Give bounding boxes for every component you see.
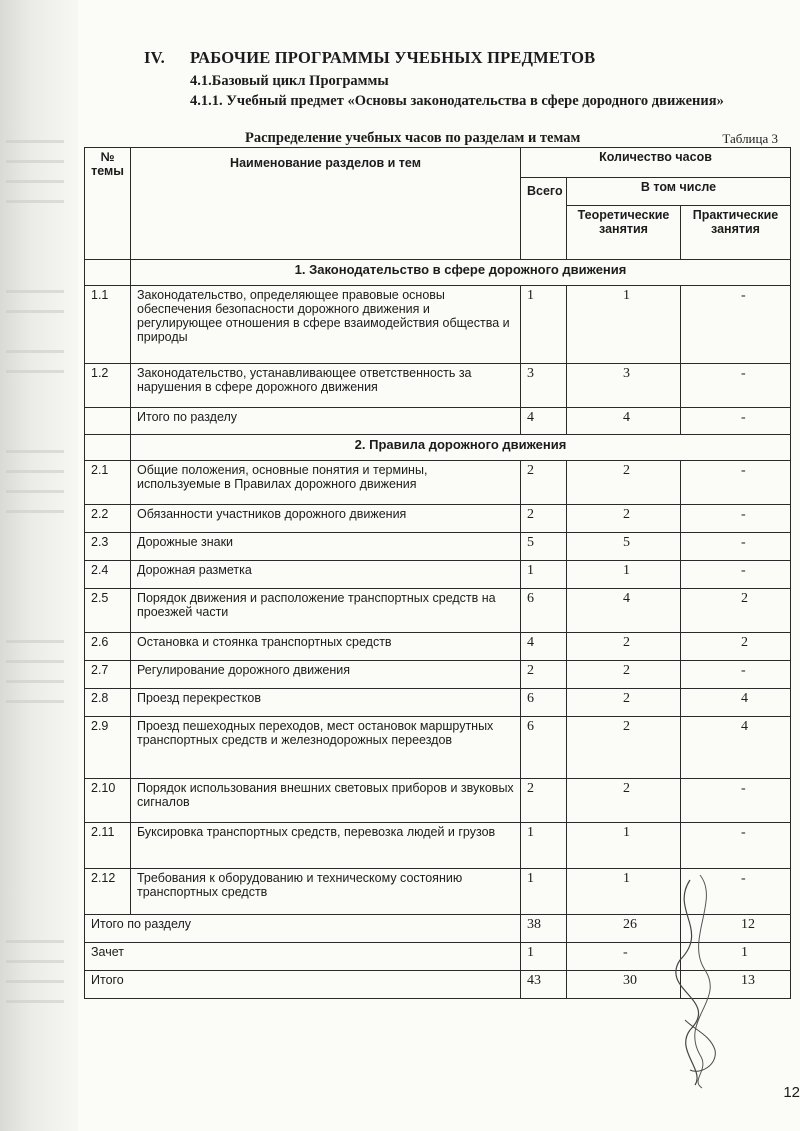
section-title: 2. Правила дорожного движения — [131, 435, 791, 461]
topic-practice: 2 — [681, 633, 791, 661]
topic-total: 3 — [521, 364, 567, 408]
topic-number: 2.4 — [85, 561, 131, 589]
exam-total: 1 — [521, 943, 567, 971]
exam-theory: - — [567, 943, 681, 971]
total-total: 43 — [521, 971, 567, 999]
page-number: 12 — [783, 1084, 800, 1101]
col-header-hours: Количество часов — [521, 148, 791, 178]
topic-theory: 1 — [567, 869, 681, 915]
topic-number: 2.6 — [85, 633, 131, 661]
adjacent-page-shadow — [0, 0, 78, 1131]
topic-name: Законодательство, устанавливающее ответственность за нарушения в сфере дорожного движения — [131, 364, 521, 408]
table-number: Таблица 3 — [722, 131, 778, 146]
subject-heading: 4.1.1. Учебный предмет «Основы законодательства в сфере дородного движения» — [190, 93, 724, 109]
topic-theory: 2 — [567, 717, 681, 779]
topic-total: 1 — [521, 286, 567, 364]
topic-name: Дорожные знаки — [131, 533, 521, 561]
col-header-practice: Практические занятия — [681, 206, 791, 260]
topic-number: 2.2 — [85, 505, 131, 533]
topic-number: 2.11 — [85, 823, 131, 869]
topic-theory: 2 — [567, 689, 681, 717]
section-spacer — [85, 260, 131, 286]
topic-practice: - — [681, 661, 791, 689]
topic-practice: 4 — [681, 689, 791, 717]
topic-number: 2.7 — [85, 661, 131, 689]
topic-theory: 2 — [567, 633, 681, 661]
section-subtotal-theory: 4 — [567, 408, 681, 435]
hours-table — [84, 147, 791, 999]
topic-number: 2.10 — [85, 779, 131, 823]
exam-label: Зачет — [85, 943, 521, 971]
topic-theory: 5 — [567, 533, 681, 561]
topic-name: Регулирование дорожного движения — [131, 661, 521, 689]
topic-total: 6 — [521, 717, 567, 779]
topic-name: Остановка и стоянка транспортных средств — [131, 633, 521, 661]
chapter-number: IV. — [144, 48, 165, 67]
topic-theory: 2 — [567, 661, 681, 689]
topic-number: 2.8 — [85, 689, 131, 717]
col-header-including: В том числе — [567, 178, 791, 206]
topic-number: 1.2 — [85, 364, 131, 408]
grand-subtotal-total: 38 — [521, 915, 567, 943]
topic-theory: 3 — [567, 364, 681, 408]
topic-total: 1 — [521, 869, 567, 915]
section-subtotal-label: Итого по разделу — [131, 408, 521, 435]
topic-practice: - — [681, 364, 791, 408]
topic-number: 2.9 — [85, 717, 131, 779]
topic-name: Требования к оборудованию и техническому состоянию транспортных средств — [131, 869, 521, 915]
topic-practice: - — [681, 461, 791, 505]
cycle-heading: 4.1.Базовый цикл Программы — [190, 73, 389, 89]
topic-theory: 4 — [567, 589, 681, 633]
topic-total: 4 — [521, 633, 567, 661]
topic-theory: 1 — [567, 561, 681, 589]
topic-theory: 1 — [567, 823, 681, 869]
topic-number: 2.12 — [85, 869, 131, 915]
topic-practice: - — [681, 533, 791, 561]
topic-total: 5 — [521, 533, 567, 561]
topic-name: Порядок использования внешних световых приборов и звуковых сигналов — [131, 779, 521, 823]
total-label: Итого — [85, 971, 521, 999]
topic-number: 2.1 — [85, 461, 131, 505]
col-header-num: № темы — [85, 148, 131, 260]
topic-number: 1.1 — [85, 286, 131, 364]
topic-practice: 2 — [681, 589, 791, 633]
topic-number — [85, 408, 131, 435]
table-caption: Распределение учебных часов по разделам и темам — [245, 130, 581, 146]
topic-practice: - — [681, 823, 791, 869]
topic-total: 2 — [521, 661, 567, 689]
topic-total: 2 — [521, 779, 567, 823]
topic-name: Проезд пешеходных переходов, мест остановок маршрутных транспортных средств и железнодорожных переездов — [131, 717, 521, 779]
section-subtotal-total: 4 — [521, 408, 567, 435]
total-theory: 30 — [567, 971, 681, 999]
topic-practice: 4 — [681, 717, 791, 779]
topic-practice: - — [681, 779, 791, 823]
topic-name: Проезд перекрестков — [131, 689, 521, 717]
col-header-name: Наименование разделов и тем — [131, 148, 521, 260]
col-header-total: Всего — [521, 178, 567, 260]
topic-name: Обязанности участников дорожного движения — [131, 505, 521, 533]
section-title: 1. Законодательство в сфере дорожного движения — [131, 260, 791, 286]
topic-name: Порядок движения и расположение транспортных средств на проезжей части — [131, 589, 521, 633]
topic-practice: - — [681, 286, 791, 364]
topic-name: Законодательство, определяющее правовые основы обеспечения безопасности дорожного движения и регулирующее отношения в сфере взаимодействия общества и природы — [131, 286, 521, 364]
section-subtotal-practice: - — [681, 408, 791, 435]
topic-theory: 1 — [567, 286, 681, 364]
exam-practice: 1 — [681, 943, 791, 971]
chapter-title: РАБОЧИЕ ПРОГРАММЫ УЧЕБНЫХ ПРЕДМЕТОВ — [190, 48, 596, 67]
topic-total: 6 — [521, 689, 567, 717]
topic-practice: - — [681, 505, 791, 533]
total-practice: 13 — [681, 971, 791, 999]
topic-theory: 2 — [567, 779, 681, 823]
topic-total: 6 — [521, 589, 567, 633]
topic-total: 2 — [521, 505, 567, 533]
topic-total: 2 — [521, 461, 567, 505]
topic-theory: 2 — [567, 461, 681, 505]
topic-practice: - — [681, 869, 791, 915]
topic-total: 1 — [521, 823, 567, 869]
chapter-heading — [144, 48, 595, 68]
topic-name: Общие положения, основные понятия и термины, используемые в Правилах дорожного движения — [131, 461, 521, 505]
topic-name: Дорожная разметка — [131, 561, 521, 589]
topic-theory: 2 — [567, 505, 681, 533]
col-header-theory: Теоретические занятия — [567, 206, 681, 260]
grand-subtotal-practice: 12 — [681, 915, 791, 943]
topic-name: Буксировка транспортных средств, перевозка людей и грузов — [131, 823, 521, 869]
topic-total: 1 — [521, 561, 567, 589]
section-spacer — [85, 435, 131, 461]
topic-number: 2.3 — [85, 533, 131, 561]
topic-number: 2.5 — [85, 589, 131, 633]
grand-subtotal-label: Итого по разделу — [85, 915, 521, 943]
grand-subtotal-theory: 26 — [567, 915, 681, 943]
topic-practice: - — [681, 561, 791, 589]
